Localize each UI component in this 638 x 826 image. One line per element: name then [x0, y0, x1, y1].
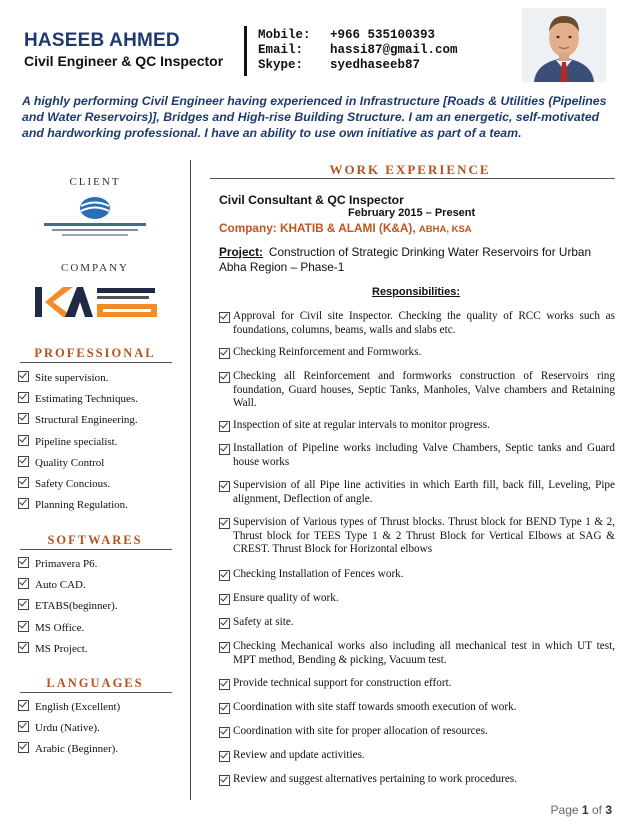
client-logo — [38, 192, 152, 240]
checkbox-icon — [219, 570, 230, 581]
list-item — [18, 435, 178, 456]
responsibility-text: Installation of Pipeline works including Valve Chambers, Septic tanks and Guard house works — [233, 442, 615, 468]
checkbox-icon — [219, 372, 230, 383]
company-label: COMPANY — [60, 262, 129, 274]
responsibility-text: Checking Reinforcement and Formworks. — [233, 346, 422, 358]
client-label: CLIENT — [69, 176, 121, 188]
responsibility-text: Safety at site. — [233, 616, 294, 628]
column-divider — [190, 160, 191, 800]
contact-value: hassi87@gmail.com — [330, 43, 458, 57]
checkbox-icon — [219, 642, 230, 653]
checkbox-icon — [219, 679, 230, 690]
checkbox-icon — [219, 751, 230, 762]
responsibility-text: Ensure quality of work. — [233, 592, 339, 604]
list-item-text: MS Office. — [35, 621, 85, 634]
professional-heading: PROFESSIONAL — [34, 346, 156, 360]
project-label: Project: — [219, 245, 263, 259]
company-name: Company: KHATIB & ALAMI (K&A), — [219, 221, 416, 235]
professional-list — [18, 371, 178, 519]
contact-value: +966 535100393 — [330, 28, 436, 42]
company-location: ABHA, KSA — [418, 224, 472, 235]
checkbox-icon — [219, 618, 230, 629]
checkbox-icon — [219, 481, 230, 492]
list-item-text: Arabic (Beginner). — [35, 743, 119, 756]
checkbox-icon — [219, 594, 230, 605]
job-dates: February 2015 – Present — [348, 207, 476, 219]
responsibility-text: Review and suggest alternatives pertaining to work procedures. — [233, 773, 517, 785]
responsibility-text: Approval for Civil site Inspector. Checking the quality of RCC works such as foundations, columns, beams, walls and slabs etc. — [233, 310, 615, 336]
list-item-text: Structural Engineering. — [35, 414, 138, 427]
page-number — [551, 803, 612, 817]
softwares-heading: SOFTWARES — [47, 533, 143, 547]
checkbox-icon — [18, 621, 29, 632]
section-divider — [20, 362, 172, 363]
list-item — [18, 721, 178, 742]
checkbox-icon — [219, 348, 230, 359]
softwares-list — [18, 557, 178, 663]
checkbox-icon — [18, 599, 29, 610]
contact-label: Email: — [258, 43, 304, 57]
list-item — [18, 599, 178, 620]
checkbox-icon — [219, 727, 230, 738]
checkbox-icon — [18, 642, 29, 653]
responsibility-text: Checking Mechanical works also including all mechanical test in which UT test, MPT method, Bending & picking, Vacuum test. — [233, 640, 615, 666]
responsibility-text: Checking Installation of Fences work. — [233, 568, 404, 580]
checkbox-icon — [219, 703, 230, 714]
list-item — [18, 621, 178, 642]
checkbox-icon — [219, 421, 230, 432]
list-item — [18, 578, 178, 599]
languages-list — [18, 700, 178, 764]
project-line — [219, 245, 614, 275]
responsibility-text: Supervision of all Pipe line activities in which Earth fill, back fill, Leveling, Pipe alignment, Deflection of angle. — [233, 479, 615, 505]
company-logo — [33, 282, 159, 324]
section-divider — [20, 549, 172, 550]
list-item-text: Estimating Techniques. — [35, 393, 138, 406]
checkbox-icon — [18, 392, 29, 403]
list-item-text: Planning Regulation. — [35, 499, 128, 512]
responsibility-text: Supervision of Various types of Thrust blocks. Thrust block for BEND Type 1 & 2, Thrust block for TEES Type 1 & 2 Thrust Block for Vertical Elbows at SAG & CREST. Thrust Block for Horizontal elbows — [233, 516, 615, 556]
contact-mobile — [258, 28, 435, 42]
current-page: 1 — [581, 803, 589, 817]
responsibilities-heading: Responsibilities: — [372, 286, 461, 298]
responsibility-text: Review and update activities. — [233, 749, 365, 761]
responsibility-text: Coordination with site for proper allocation of resources. — [233, 725, 488, 737]
checkbox-icon — [219, 312, 230, 323]
section-divider — [210, 178, 615, 179]
list-item — [18, 498, 178, 519]
list-item — [18, 413, 178, 434]
list-item-text: Primavera P6. — [35, 558, 98, 570]
checkbox-icon — [18, 498, 29, 509]
contact-email — [258, 43, 458, 57]
list-item — [18, 456, 178, 477]
list-item — [18, 392, 178, 413]
checkbox-icon — [18, 700, 29, 711]
checkbox-icon — [18, 721, 29, 732]
project-text: Construction of Strategic Drinking Water Reservoirs for Urban Abha Region – Phase-1 — [219, 245, 592, 274]
candidate-title: Civil Engineer & QC Inspector — [24, 53, 224, 69]
list-item-text: Site supervision. — [35, 372, 109, 384]
checkbox-icon — [219, 518, 230, 529]
professional-summary: A highly performing Civil Engineer having experienced in Infrastructure [Roads & Utilities (Pipelines and Water Reservoirs)], Bridges and High-rise Building Structure. I am an energetic, self-motivated and hardworking professional. I have an ability to use own initiative as part of a team. — [22, 94, 607, 140]
page-word: Page — [550, 803, 579, 817]
contact-skype — [258, 58, 420, 72]
list-item — [18, 557, 178, 578]
checkbox-icon — [18, 371, 29, 382]
list-item — [18, 477, 178, 498]
list-item — [18, 742, 178, 763]
contact-value: syedhaseeb87 — [330, 58, 421, 72]
list-item-text: Safety Concious. — [35, 477, 111, 490]
responsibility-text: Provide technical support for construction effort. — [233, 677, 452, 689]
contact-label: Skype: — [258, 58, 304, 72]
list-item-text: English (Excellent) — [35, 701, 121, 713]
list-item-text: Auto CAD. — [35, 579, 86, 592]
list-item-text: ETABS(beginner). — [35, 600, 118, 613]
responsibility-text: Inspection of site at regular intervals to monitor progress. — [233, 419, 490, 431]
list-item — [18, 371, 178, 392]
section-divider — [20, 692, 172, 693]
of-word: of — [591, 803, 602, 817]
checkbox-icon — [18, 578, 29, 589]
job-company — [219, 221, 472, 235]
list-item-text: Pipeline specialist. — [35, 435, 118, 448]
header-divider — [244, 26, 247, 76]
list-item-text: Quality Control — [35, 456, 105, 469]
profile-photo — [522, 8, 606, 82]
job-title: Civil Consultant & QC Inspector — [219, 193, 404, 207]
checkbox-icon — [18, 477, 29, 488]
list-item — [18, 700, 178, 721]
checkbox-icon — [18, 557, 29, 568]
contact-label: Mobile: — [258, 28, 311, 42]
responsibility-text: Coordination with site staff towards smooth execution of work. — [233, 701, 517, 713]
checkbox-icon — [18, 413, 29, 424]
checkbox-icon — [18, 456, 29, 467]
list-item-text: MS Project. — [35, 642, 88, 655]
checkbox-icon — [18, 435, 29, 446]
work-experience-heading: WORK EXPERIENCE — [329, 162, 491, 177]
list-item — [18, 642, 178, 663]
responsibility-text: Checking all Reinforcement and formworks construction of Reservoirs ring foundation, Guard houses, Septic Tanks, Manholes, Valve chambers and Retaining Wall. — [233, 370, 615, 410]
checkbox-icon — [219, 444, 230, 455]
languages-heading: LANGUAGES — [46, 676, 144, 690]
total-pages: 3 — [605, 803, 612, 817]
checkbox-icon — [18, 742, 29, 753]
checkbox-icon — [219, 775, 230, 786]
list-item-text: Urdu (Native). — [35, 722, 100, 735]
candidate-name: HASEEB AHMED — [24, 30, 180, 51]
